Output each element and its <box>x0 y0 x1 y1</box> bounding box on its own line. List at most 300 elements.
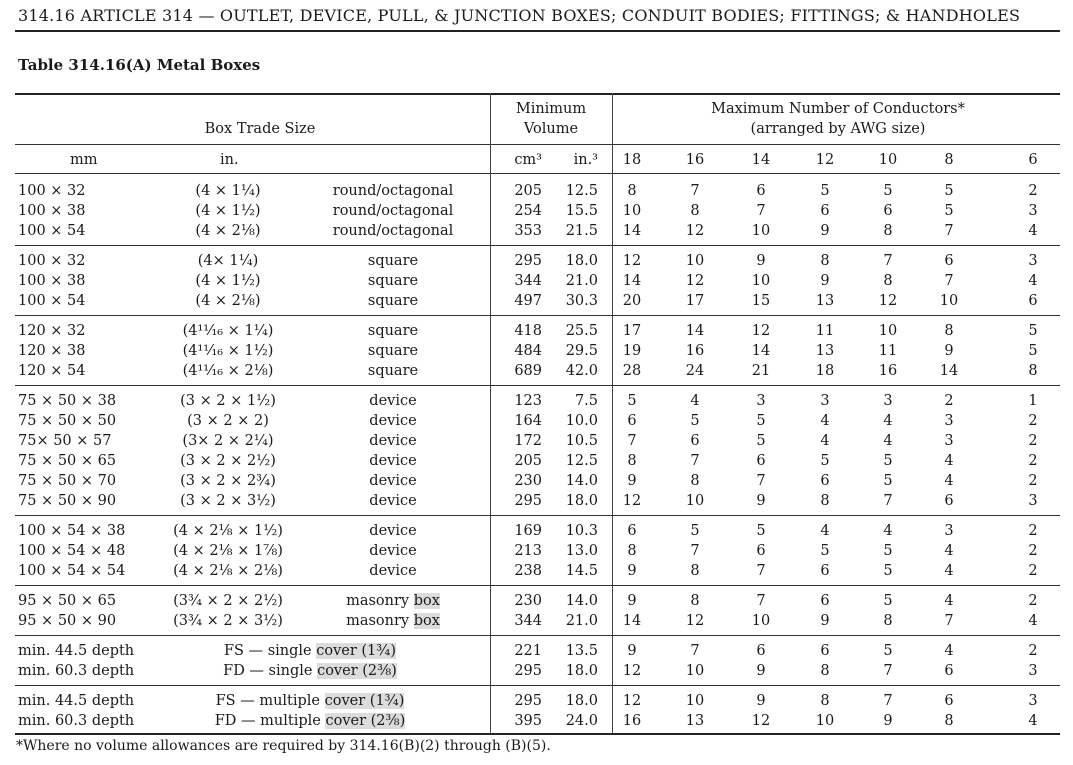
volume-in3-cell: 18.0 <box>565 253 598 269</box>
conductor-count-cell: 5 <box>756 433 766 449</box>
volume-in3-cell: 14.0 <box>565 473 598 489</box>
size-mm-cell: min. 60.3 depth <box>18 713 135 729</box>
size-in-cell: (3× 2 × 2¼) <box>182 433 274 449</box>
box-type-text: FD — multiple <box>214 713 326 729</box>
highlighted-text: cover (2⅜) <box>317 663 397 679</box>
conductor-count-cell: 5 <box>820 453 830 469</box>
size-in-cell: (4 × 1½) <box>195 203 261 219</box>
conductor-count-cell: 8 <box>883 273 893 289</box>
table-bottom-rule <box>15 733 1060 735</box>
conductor-count-cell: 10 <box>751 273 771 289</box>
header-mid-rule <box>15 144 1060 145</box>
conductor-count-cell: 12 <box>622 693 642 709</box>
conductor-count-cell: 2 <box>944 393 954 409</box>
conductor-count-cell: 11 <box>878 343 898 359</box>
conductor-count-cell: 19 <box>622 343 642 359</box>
conductor-count-cell: 16 <box>622 713 642 729</box>
volume-in3-cell: 29.5 <box>565 343 598 359</box>
size-mm-cell: 95 × 50 × 90 <box>18 613 117 629</box>
size-mm-cell: 100 × 32 <box>18 183 86 199</box>
conductor-count-cell: 10 <box>878 323 898 339</box>
conductor-count-cell: 24 <box>685 363 705 379</box>
volume-cm3-cell: 230 <box>514 473 542 489</box>
conductor-count-cell: 3 <box>1028 693 1038 709</box>
table-row <box>0 291 1073 311</box>
conductor-count-cell: 8 <box>944 323 954 339</box>
volume-cm3-cell: 205 <box>514 183 542 199</box>
conductor-count-cell: 2 <box>1028 453 1038 469</box>
conductor-count-cell: 6 <box>820 563 830 579</box>
box-type-cell: device <box>369 433 417 449</box>
conductor-count-cell: 6 <box>756 543 766 559</box>
conductor-count-cell: 3 <box>944 433 954 449</box>
table-row <box>0 451 1073 471</box>
table-row <box>0 361 1073 381</box>
box-type-text: masonry <box>346 593 414 609</box>
conductor-count-cell: 5 <box>690 413 700 429</box>
volume-in3-cell: 7.5 <box>574 393 598 409</box>
box-type-cell: device <box>369 563 417 579</box>
volume-cm3-cell: 123 <box>514 393 542 409</box>
volume-in3-cell: 25.5 <box>565 323 598 339</box>
table-row <box>0 491 1073 511</box>
volume-cm3-cell: 344 <box>514 273 542 289</box>
conductor-count-cell: 5 <box>1028 343 1038 359</box>
conductor-count-cell: 6 <box>690 433 700 449</box>
conductor-count-cell: 4 <box>944 453 954 469</box>
conductor-count-cell: 10 <box>939 293 959 309</box>
box-type-cell: device <box>369 413 417 429</box>
header-bottom-rule <box>15 173 1060 174</box>
cm3-column-heading: cm³ <box>514 152 542 168</box>
conductor-count-cell: 8 <box>690 203 700 219</box>
conductor-count-cell: 7 <box>944 223 954 239</box>
volume-in3-cell: 13.5 <box>565 643 598 659</box>
conductor-count-cell: 7 <box>756 203 766 219</box>
conductor-count-cell: 8 <box>627 543 637 559</box>
box-type-text: FD — single <box>223 663 318 679</box>
highlighted-text: cover (1¾) <box>316 643 396 659</box>
volume-cm3-cell: 344 <box>514 613 542 629</box>
size-in-cell: (4 × 1¼) <box>195 183 261 199</box>
table-row <box>0 411 1073 431</box>
size-mm-cell: 100 × 54 × 38 <box>18 523 126 539</box>
size-mm-cell: 100 × 54 <box>18 223 86 239</box>
conductor-count-cell: 14 <box>622 613 642 629</box>
conductor-count-cell: 8 <box>690 563 700 579</box>
highlighted-text: cover (2⅜) <box>325 713 406 729</box>
size-mm-cell: min. 44.5 depth <box>18 693 135 709</box>
highlighted-text: box <box>413 593 440 609</box>
size-in-cell: (4 × 1½) <box>195 273 261 289</box>
size-mm-cell: 100 × 54 × 48 <box>18 543 126 559</box>
conductor-count-cell: 6 <box>820 203 830 219</box>
conductor-count-cell: 17 <box>685 293 705 309</box>
box-type-cell <box>180 711 440 731</box>
table-row <box>0 541 1073 561</box>
conductor-count-cell: 3 <box>1028 203 1038 219</box>
awg-heading: 10 <box>878 152 898 168</box>
conductor-count-cell: 6 <box>1028 293 1038 309</box>
conductor-count-cell: 3 <box>1028 663 1038 679</box>
conductor-count-cell: 7 <box>944 613 954 629</box>
conductor-count-cell: 8 <box>627 183 637 199</box>
volume-cm3-cell: 295 <box>514 253 542 269</box>
conductor-count-cell: 16 <box>685 343 705 359</box>
table-row <box>0 321 1073 341</box>
conductor-count-cell: 12 <box>878 293 898 309</box>
conductor-count-cell: 5 <box>1028 323 1038 339</box>
conductor-count-cell: 6 <box>944 253 954 269</box>
volume-cm3-cell: 164 <box>514 413 542 429</box>
table-top-rule <box>15 93 1060 95</box>
volume-cm3-cell: 484 <box>514 343 542 359</box>
conductor-count-cell: 8 <box>883 613 893 629</box>
size-in-cell: (4 × 2⅛) <box>195 293 261 309</box>
table-row <box>0 181 1073 201</box>
conductor-count-cell: 3 <box>756 393 766 409</box>
highlighted-text: cover (1¾) <box>324 693 405 709</box>
volume-cm3-cell: 230 <box>514 593 542 609</box>
conductor-count-cell: 6 <box>944 663 954 679</box>
conductor-count-cell: 5 <box>756 523 766 539</box>
conductor-count-cell: 4 <box>1028 713 1038 729</box>
conductor-count-cell: 3 <box>1028 253 1038 269</box>
group-divider <box>15 585 1060 586</box>
conductor-count-cell: 18 <box>815 363 835 379</box>
volume-in3-cell: 14.0 <box>565 593 598 609</box>
table-row <box>0 221 1073 241</box>
size-mm-cell: 120 × 38 <box>18 343 86 359</box>
group-divider <box>15 635 1060 636</box>
conductor-count-cell: 5 <box>690 523 700 539</box>
volume-cm3-cell: 689 <box>514 363 542 379</box>
conductor-count-cell: 7 <box>627 433 637 449</box>
size-mm-cell: 75 × 50 × 50 <box>18 413 117 429</box>
box-type-cell: square <box>367 343 419 359</box>
volume-in3-cell: 12.5 <box>565 183 598 199</box>
conductor-count-cell: 8 <box>820 493 830 509</box>
conductor-count-cell: 9 <box>627 593 637 609</box>
volume-in3-cell: 18.0 <box>565 693 598 709</box>
awg-heading: 8 <box>944 152 954 168</box>
conductor-count-cell: 14 <box>622 273 642 289</box>
table-row <box>0 521 1073 541</box>
footnote: *Where no volume allowances are required by 314.16(B)(2) through (B)(5). <box>16 738 551 754</box>
conductor-count-cell: 5 <box>820 183 830 199</box>
size-in-cell: (4¹¹⁄₁₆ × 1½) <box>182 343 274 359</box>
size-in-cell: (4× 1¼) <box>197 253 259 269</box>
conductor-count-cell: 6 <box>756 453 766 469</box>
conductor-count-cell: 4 <box>820 433 830 449</box>
conductor-count-cell: 6 <box>820 593 830 609</box>
conductor-count-cell: 7 <box>756 563 766 579</box>
conductor-count-cell: 3 <box>820 393 830 409</box>
volume-cm3-cell: 172 <box>514 433 542 449</box>
group-divider <box>15 515 1060 516</box>
conductor-count-cell: 10 <box>622 203 642 219</box>
conductor-count-cell: 8 <box>820 663 830 679</box>
volume-cm3-cell: 169 <box>514 523 542 539</box>
conductor-count-cell: 28 <box>622 363 642 379</box>
conductor-count-cell: 12 <box>685 223 705 239</box>
box-type-cell: device <box>369 393 417 409</box>
conductor-count-cell: 12 <box>751 323 771 339</box>
volume-in3-cell: 21.0 <box>565 613 598 629</box>
conductor-count-cell: 4 <box>883 433 893 449</box>
conductor-count-cell: 5 <box>820 543 830 559</box>
group-divider <box>15 685 1060 686</box>
size-in-cell: (3¾ × 2 × 3½) <box>173 613 283 629</box>
conductor-count-cell: 8 <box>690 593 700 609</box>
table-row <box>0 471 1073 491</box>
max-conductors-heading-2: (arranged by AWG size) <box>750 121 926 137</box>
table-row <box>0 431 1073 451</box>
conductor-count-cell: 17 <box>622 323 642 339</box>
max-conductors-heading-1: Maximum Number of Conductors* <box>711 101 965 117</box>
volume-in3-cell: 15.5 <box>565 203 598 219</box>
volume-in3-cell: 10.0 <box>565 413 598 429</box>
conductor-count-cell: 8 <box>1028 363 1038 379</box>
conductor-count-cell: 2 <box>1028 523 1038 539</box>
volume-in3-cell: 13.0 <box>565 543 598 559</box>
box-type-text: masonry <box>346 613 414 629</box>
box-type-cell: round/octagonal <box>332 203 454 219</box>
awg-heading: 14 <box>751 152 771 168</box>
conductor-count-cell: 9 <box>756 663 766 679</box>
conductor-count-cell: 8 <box>883 223 893 239</box>
conductor-count-cell: 13 <box>815 293 835 309</box>
size-mm-cell: min. 44.5 depth <box>18 643 135 659</box>
volume-in3-cell: 12.5 <box>565 453 598 469</box>
awg-heading: 16 <box>685 152 705 168</box>
volume-cm3-cell: 295 <box>514 693 542 709</box>
volume-cm3-cell: 213 <box>514 543 542 559</box>
conductor-count-cell: 10 <box>751 223 771 239</box>
size-in-cell: (4 × 2⅛ × 1½) <box>173 523 283 539</box>
conductor-count-cell: 12 <box>622 493 642 509</box>
conductor-count-cell: 3 <box>883 393 893 409</box>
table-row <box>0 691 1073 711</box>
conductor-count-cell: 8 <box>820 253 830 269</box>
conductor-count-cell: 10 <box>815 713 835 729</box>
box-type-cell: square <box>367 253 419 269</box>
conductor-count-cell: 9 <box>820 273 830 289</box>
conductor-count-cell: 1 <box>1028 393 1038 409</box>
box-type-cell: round/octagonal <box>332 223 454 239</box>
conductor-count-cell: 2 <box>1028 593 1038 609</box>
box-type-cell: square <box>367 293 419 309</box>
awg-heading: 12 <box>815 152 835 168</box>
conductor-count-cell: 7 <box>883 253 893 269</box>
box-type-cell: device <box>369 523 417 539</box>
conductor-count-cell: 12 <box>685 273 705 289</box>
size-mm-cell: 75 × 50 × 38 <box>18 393 117 409</box>
conductor-count-cell: 7 <box>944 273 954 289</box>
box-type-cell: device <box>369 493 417 509</box>
size-mm-cell: 75 × 50 × 70 <box>18 473 117 489</box>
conductor-count-cell: 4 <box>944 563 954 579</box>
table-row <box>0 591 1073 611</box>
conductor-count-cell: 7 <box>690 453 700 469</box>
conductor-count-cell: 8 <box>820 693 830 709</box>
conductor-count-cell: 9 <box>883 713 893 729</box>
conductor-count-cell: 5 <box>883 593 893 609</box>
in-column-heading: in. <box>220 152 239 168</box>
conductor-count-cell: 7 <box>883 693 893 709</box>
page-header: 314.16 ARTICLE 314 — OUTLET, DEVICE, PULL, & JUNCTION BOXES; CONDUIT BODIES; FITTINGS; & HANDHOLES <box>18 6 1021 25</box>
group-divider <box>15 385 1060 386</box>
size-mm-cell: 75× 50 × 57 <box>18 433 112 449</box>
table-row <box>0 641 1073 661</box>
table-row <box>0 251 1073 271</box>
conductor-count-cell: 6 <box>756 643 766 659</box>
conductor-count-cell: 9 <box>820 223 830 239</box>
volume-cm3-cell: 205 <box>514 453 542 469</box>
size-in-cell: (3 × 2 × 2¾) <box>180 473 276 489</box>
conductor-count-cell: 5 <box>627 393 637 409</box>
conductor-count-cell: 9 <box>627 563 637 579</box>
table-row <box>0 391 1073 411</box>
volume-in3-cell: 30.3 <box>565 293 598 309</box>
box-type-cell: square <box>367 363 419 379</box>
box-type-cell <box>180 661 440 681</box>
min-volume-heading-1: Minimum <box>515 101 587 117</box>
volume-in3-cell: 24.0 <box>565 713 598 729</box>
conductor-count-cell: 14 <box>685 323 705 339</box>
volume-in3-cell: 10.5 <box>565 433 598 449</box>
conductor-count-cell: 4 <box>1028 613 1038 629</box>
size-in-cell: (3 × 2 × 2) <box>187 413 269 429</box>
conductor-count-cell: 10 <box>685 693 705 709</box>
table-row <box>0 201 1073 221</box>
header-rule <box>15 30 1060 32</box>
size-in-cell: (4 × 2⅛) <box>195 223 261 239</box>
box-type-cell: round/octagonal <box>332 183 454 199</box>
size-mm-cell: 100 × 38 <box>18 273 86 289</box>
conductor-count-cell: 5 <box>883 563 893 579</box>
volume-cm3-cell: 353 <box>514 223 542 239</box>
conductor-count-cell: 4 <box>1028 273 1038 289</box>
conductor-count-cell: 7 <box>883 663 893 679</box>
conductor-count-cell: 2 <box>1028 643 1038 659</box>
volume-in3-cell: 42.0 <box>565 363 598 379</box>
conductor-count-cell: 9 <box>756 693 766 709</box>
volume-in3-cell: 18.0 <box>565 493 598 509</box>
conductor-count-cell: 10 <box>751 613 771 629</box>
conductor-count-cell: 4 <box>944 543 954 559</box>
volume-cm3-cell: 418 <box>514 323 542 339</box>
volume-cm3-cell: 295 <box>514 663 542 679</box>
conductor-count-cell: 6 <box>756 183 766 199</box>
conductor-count-cell: 9 <box>756 493 766 509</box>
conductor-count-cell: 4 <box>883 523 893 539</box>
box-type-cell <box>300 591 486 611</box>
conductor-count-cell: 6 <box>820 643 830 659</box>
volume-cm3-cell: 395 <box>514 713 542 729</box>
conductor-count-cell: 8 <box>690 473 700 489</box>
conductor-count-cell: 10 <box>685 253 705 269</box>
size-in-cell: (4 × 2⅛ × 2⅛) <box>173 563 283 579</box>
conductor-count-cell: 6 <box>820 473 830 489</box>
conductor-count-cell: 12 <box>751 713 771 729</box>
conductor-count-cell: 10 <box>685 663 705 679</box>
table-title: Table 314.16(A) Metal Boxes <box>18 56 261 74</box>
conductor-count-cell: 12 <box>622 253 642 269</box>
mm-column-heading: mm <box>70 152 98 168</box>
size-in-cell: (3 × 2 × 1½) <box>180 393 276 409</box>
size-mm-cell: 100 × 54 × 54 <box>18 563 126 579</box>
table-row <box>0 711 1073 731</box>
box-type-text: FS — multiple <box>215 693 325 709</box>
group-divider <box>15 315 1060 316</box>
size-mm-cell: 100 × 32 <box>18 253 86 269</box>
conductor-count-cell: 2 <box>1028 433 1038 449</box>
volume-in3-cell: 10.3 <box>565 523 598 539</box>
conductor-count-cell: 7 <box>756 593 766 609</box>
conductor-count-cell: 20 <box>622 293 642 309</box>
conductor-count-cell: 2 <box>1028 563 1038 579</box>
conductor-count-cell: 7 <box>690 643 700 659</box>
box-type-cell <box>180 691 440 711</box>
highlighted-text: box <box>413 613 440 629</box>
group-divider <box>15 245 1060 246</box>
conductor-count-cell: 13 <box>815 343 835 359</box>
conductor-count-cell: 4 <box>820 523 830 539</box>
conductor-count-cell: 2 <box>1028 183 1038 199</box>
conductor-count-cell: 10 <box>685 493 705 509</box>
conductor-count-cell: 9 <box>627 473 637 489</box>
in3-column-heading: in.³ <box>573 152 598 168</box>
table-row <box>0 561 1073 581</box>
conductor-count-cell: 5 <box>883 453 893 469</box>
table-row <box>0 271 1073 291</box>
conductor-count-cell: 4 <box>883 413 893 429</box>
conductor-count-cell: 11 <box>815 323 835 339</box>
volume-in3-cell: 18.0 <box>565 663 598 679</box>
conductor-count-cell: 12 <box>685 613 705 629</box>
conductor-count-cell: 4 <box>944 643 954 659</box>
conductor-count-cell: 4 <box>690 393 700 409</box>
table-row <box>0 611 1073 631</box>
table-row <box>0 661 1073 681</box>
box-type-cell <box>180 641 440 661</box>
volume-in3-cell: 21.0 <box>565 273 598 289</box>
box-type-cell: device <box>369 453 417 469</box>
conductor-count-cell: 5 <box>756 413 766 429</box>
size-mm-cell: 100 × 38 <box>18 203 86 219</box>
volume-cm3-cell: 497 <box>514 293 542 309</box>
conductor-count-cell: 3 <box>944 523 954 539</box>
size-mm-cell: 100 × 54 <box>18 293 86 309</box>
conductor-count-cell: 16 <box>878 363 898 379</box>
size-mm-cell: 75 × 50 × 65 <box>18 453 117 469</box>
conductor-count-cell: 3 <box>1028 493 1038 509</box>
conductor-count-cell: 13 <box>685 713 705 729</box>
box-type-cell: square <box>367 323 419 339</box>
conductor-count-cell: 9 <box>756 253 766 269</box>
box-trade-size-heading: Box Trade Size <box>204 121 316 137</box>
conductor-count-cell: 21 <box>751 363 771 379</box>
volume-cm3-cell: 238 <box>514 563 542 579</box>
volume-cm3-cell: 221 <box>514 643 542 659</box>
conductor-count-cell: 4 <box>820 413 830 429</box>
awg-heading: 18 <box>622 152 642 168</box>
conductor-count-cell: 2 <box>1028 473 1038 489</box>
volume-cm3-cell: 295 <box>514 493 542 509</box>
box-type-cell <box>300 611 486 631</box>
box-type-cell: device <box>369 543 417 559</box>
